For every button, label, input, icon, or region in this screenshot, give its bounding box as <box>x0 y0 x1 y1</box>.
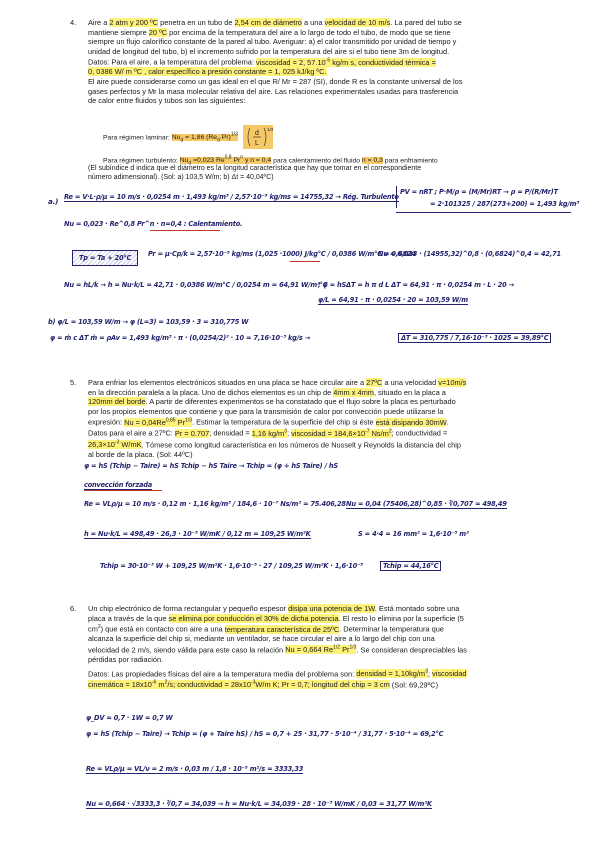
hw-p5-tchip-expr: Tchip = 30·10⁻³ W + 109,25 W/m²K · 1,6·10⁻⁵ · 27 / 109,25 W/m²K · 1,6·10⁻⁵ <box>100 562 363 570</box>
p4-data-2: 0, 0386 W/ m ºC , calor específico a presión constante = 1, 025 kJ/kg ºC. <box>88 67 327 77</box>
hw-p5-nusselt: Nu = 0,04 (75406,28)^0,85 · ∛0,707 = 498,49 <box>346 500 507 508</box>
hw-p5-forced-convection: convección forzada <box>84 481 153 489</box>
hw-p4-phi: ; φ = hSΔT = h π d L ΔT = 64,91 · π · 0,0254 m · L · 20 → <box>318 281 514 289</box>
hw-red-underline-3 <box>84 490 162 491</box>
laminar-formula: Para régimen laminar: $Nu_d = 1,86$ ($Re_d$ Pr)$^{1/3}$ <box>103 132 238 144</box>
p5-line-3: 120mm del borde. A partir de diferentes experimentos se ha constatado que el flujo sobre la placa es perturbado <box>88 397 456 407</box>
p5-line-8: al borde de la placa. (Sol: 44ºC) <box>88 449 193 459</box>
p4-data-4: gases perfectos y Mr la masa molecular relativa del aire. Las relaciones experimentales usadas para trasferencia <box>88 86 459 96</box>
hw-p6-phi-dv: φ_DV = 0,7 · 1W = 0,7 W <box>86 714 173 722</box>
hw-p6-reynolds: Re = VLρ/μ = VL/ν = 2 m/s · 0,03 m / 1,8 · 10⁻⁵ m²/s = 3333,33 <box>86 765 304 773</box>
hw-p5-tchip-result: Tchip = 44,16°C <box>380 562 441 570</box>
problem-5-number: 5. <box>70 378 77 387</box>
p5-line-6: Datos para el aire a 27ºC: Pr = 0.707; densidad = 1,16 $kg/m^3$; viscosidad = $184,6\times 10^{-7}$ $Ns/m^2$; conductividad = <box>88 428 448 438</box>
hw-p5-reynolds: Re = VLρ/μ = 10 m/s · 0,12 m · 1,16 kg/m³ / 184,6 · 10⁻⁷ Ns/m² = 75.406,28 <box>84 500 346 508</box>
p6-line-1: Un chip electrónico de forma rectangular y pequeño espesor disipa una potencia de 1W. Está montado sobre una <box>88 604 460 613</box>
hw-p4-delta-t: ΔT = 310,775 / 7,16·10⁻³ · 1025 = 39,89°C <box>398 334 588 342</box>
hw-p5-surface: S = 4·4 = 16 mm² = 1,6·10⁻⁵ m² <box>358 530 469 538</box>
p5-line-1: Para enfriar los elementos electrónicos situados en una placa se hace circular aire a 27ºC a una velocidad v=10m/s <box>88 378 467 387</box>
p4-data-3: El aire puede considerarse como un gas ideal en el que R/ Mr = 287 (SI), donde R es la constante universal de los <box>88 77 463 87</box>
svg-text:1/3: 1/3 <box>267 127 274 132</box>
p5-line-5: expresión: Nu = 0,04Re$^{0,85}$ $Pr^{1/3}$. Estimar la temperatura de la superficie del chip si éste está disipando 30mW. <box>88 417 449 427</box>
hw-p4-nusselt-result: Nu = 0,023 · (14955,32)^0,8 · (0,6824)^0,4 = 42,71 <box>378 250 561 258</box>
p4-line-3: siempre un flujo calorífico constante de la pared al tubo. Averiguar: a) el calor transmitido por unidad de tiempo y <box>88 37 457 47</box>
hw-p5-phi: φ = hS (Tchip − Taire) = hS Tchip − hS Taire → Tchip = (φ + hS Taire) / hS <box>84 462 338 470</box>
p5-line-4: por los propios elementos que contiene y que para la transmisión de calor por convección puede utilizarse la <box>88 406 444 416</box>
hw-divider <box>396 186 397 208</box>
p4-data-1: Datos: Para el aire, a la temperatura del problema: viscosidad = 2, $57.10^{-5}$ kg/m s, conductividad térmica = <box>88 57 436 67</box>
hw-red-underline <box>150 230 220 231</box>
hw-a-label: a.) <box>48 197 59 206</box>
problem-6-number: 6. <box>70 604 77 613</box>
hw-p4-phi-per-length: φ/L = 64,91 · π · 0,0254 · 20 = 103,59 W/m <box>318 296 468 304</box>
turbulent-formula: Para régimen turbulento: $Nu_d =0,023$ Re$^{0,8}$ Pr$^n$ y n = 0,4 para calentamiento del fluido n = 0,3 para enfriamiento <box>103 155 438 167</box>
hw-p4-reynolds: Re = V·L·ρ/μ = 10 m/s · 0,0254 m · 1,493 kg/m³ / 2,57·10⁻⁵ kg/ms = 14755,32 → Rég. Turbulento <box>64 193 399 201</box>
p6-line-4: alcanza la superficie del chip si, mediante un ventilador, se hace circular el aire a lo largo del chip con una <box>88 634 435 644</box>
hw-p6-nusselt-h: Nu = 0,664 · √3333,3 · ∛0,7 = 34,039 → h = Nu·k/L = 34,039 · 28 · 10⁻³ W/mK / 0,03 = 31,77 W/m²K <box>86 800 432 808</box>
p6-line-3: $cm^2$) que está en contacto con aire a una temperatura característica de 25ºC. Determinar la temperatura que <box>88 624 444 634</box>
problem-4-statement <box>88 18 546 106</box>
p6-data-2: cinemática = $18x10^{-6}$ $m^2/s$; conductividad = $28x10^{-3}W/m$ K; Pr = 0,7; longitud del chip = 3 cm (Sol: 69,29ºC) <box>88 679 439 690</box>
hw-p4-density: = 2·101325 / 287(273+200) = 1,493 kg/m³ <box>430 200 580 208</box>
laminar-fraction-d-over-l <box>243 125 273 149</box>
problem-5-statement <box>88 378 546 459</box>
p5-line-2: en la dirección paralela a la placa. Uno de dichos elementos es un chip de 4mm x 4mm, situado en la placa a <box>88 387 446 397</box>
p4-subscript-note: (El subíndice d indica que el diámetro es la longitud característica que hay que tomar en el correspondiente número adimensional). (Sol: a) 103,5 W/m; b) Δt = 40,04ºC) <box>88 165 422 181</box>
p6-data-1: Datos: Las propiedades físicas del aire a la temperatura media del problema son: densidad = $1,10kg/m^3$; viscosidad <box>88 668 467 678</box>
hw-divider-line <box>396 212 571 213</box>
p4-line-4: unidad de longitud del tubo, b) el incremento sufrido por la temperatura del aire si el tubo tiene 3m de longitud. <box>88 46 450 56</box>
hw-red-underline-2 <box>290 261 320 262</box>
hw-p4-mass-flow: φ = ṁ c ΔT ṁ = ρAv = 1,493 kg/m³ · π · (0,0254/2)² · 10 = 7,16·10⁻³ kg/s → <box>50 334 311 342</box>
p6-line-6: pérdidas por radiación. <box>88 654 164 664</box>
hw-p4-ideal-gas: PV = nRT ; P·M/ρ = (M/Mr)RT → ρ = P/(R/Mr)T <box>400 188 558 196</box>
p6-line-5: velocidad de 2 m/s, siendo válida para este caso la relación Nu = 0,664 $Re^{1/2}$ $Pr^{1/3}$. Se consideran despreciables las <box>88 644 467 655</box>
hw-p6-tchip: φ = hS (Tchip − Taire) → Tchip = (φ + Taire hS) / hS = 0,7 + 25 · 31,77 · 5·10⁻⁴ / 31,77 · 5·10⁻⁴ = 69,2°C <box>86 730 444 738</box>
p4-line-1: Aire a 2 atm y 200 ºC penetra en un tubo de 2,54 cm de diámetro a una velocidad de 10 m/s. La pared del tubo se <box>88 18 462 27</box>
p5-line-7: $26,3\times 10^{-3}$ W/mK. Tómese como longitud característica en los números de Nusselt y Reynolds la distancia del chip <box>88 439 462 449</box>
hw-p4-nusselt-expr: Nu = 0,023 · Re^0,8 Pr^n · n=0,4 : Calentamiento. <box>64 220 243 228</box>
p4-data-5: de calor entre fluidos y tubos son las siguientes: <box>88 96 246 106</box>
hw-p4-wall-temp-box: Tp = Ta + 20°C <box>72 250 138 266</box>
hw-p4-prandtl: Pr = μ·Cp/k = 2,57·10⁻⁵ kg/ms (1,025 ·1000) J/kg°C / 0,0386 W/m°C = 0,6824 <box>148 250 416 258</box>
p4-line-2: mantiene siempre 20 ºC por encima de la temperatura del aire a lo largo de todo el tubo, de modo que se tiene <box>88 27 451 37</box>
p6-line-2: placa a través de la que se elimina por conducción el 30% de dicha potencia. El resto lo elimina por la superficie (5 <box>88 613 464 623</box>
hw-p5-h: h = Nu·k/L = 498,49 · 26,3 · 10⁻³ W/mK / 0,12 m = 109,25 W/m²K <box>84 530 311 538</box>
svg-text:L: L <box>255 140 259 147</box>
svg-text:d: d <box>255 130 259 137</box>
hw-p4-h-coefficient: Nu = hL/k → h = Nu·k/L = 42,71 · 0,0386 W/m°C / 0,0254 m = 64,91 W/m²°C <box>64 281 328 289</box>
problem-4-number: 4. <box>70 18 77 27</box>
problem-6-statement <box>88 604 546 690</box>
hw-p4-part-b: b) φ/L = 103,59 W/m → φ (L=3) = 103,59 · 3 = 310,775 W <box>48 318 249 326</box>
